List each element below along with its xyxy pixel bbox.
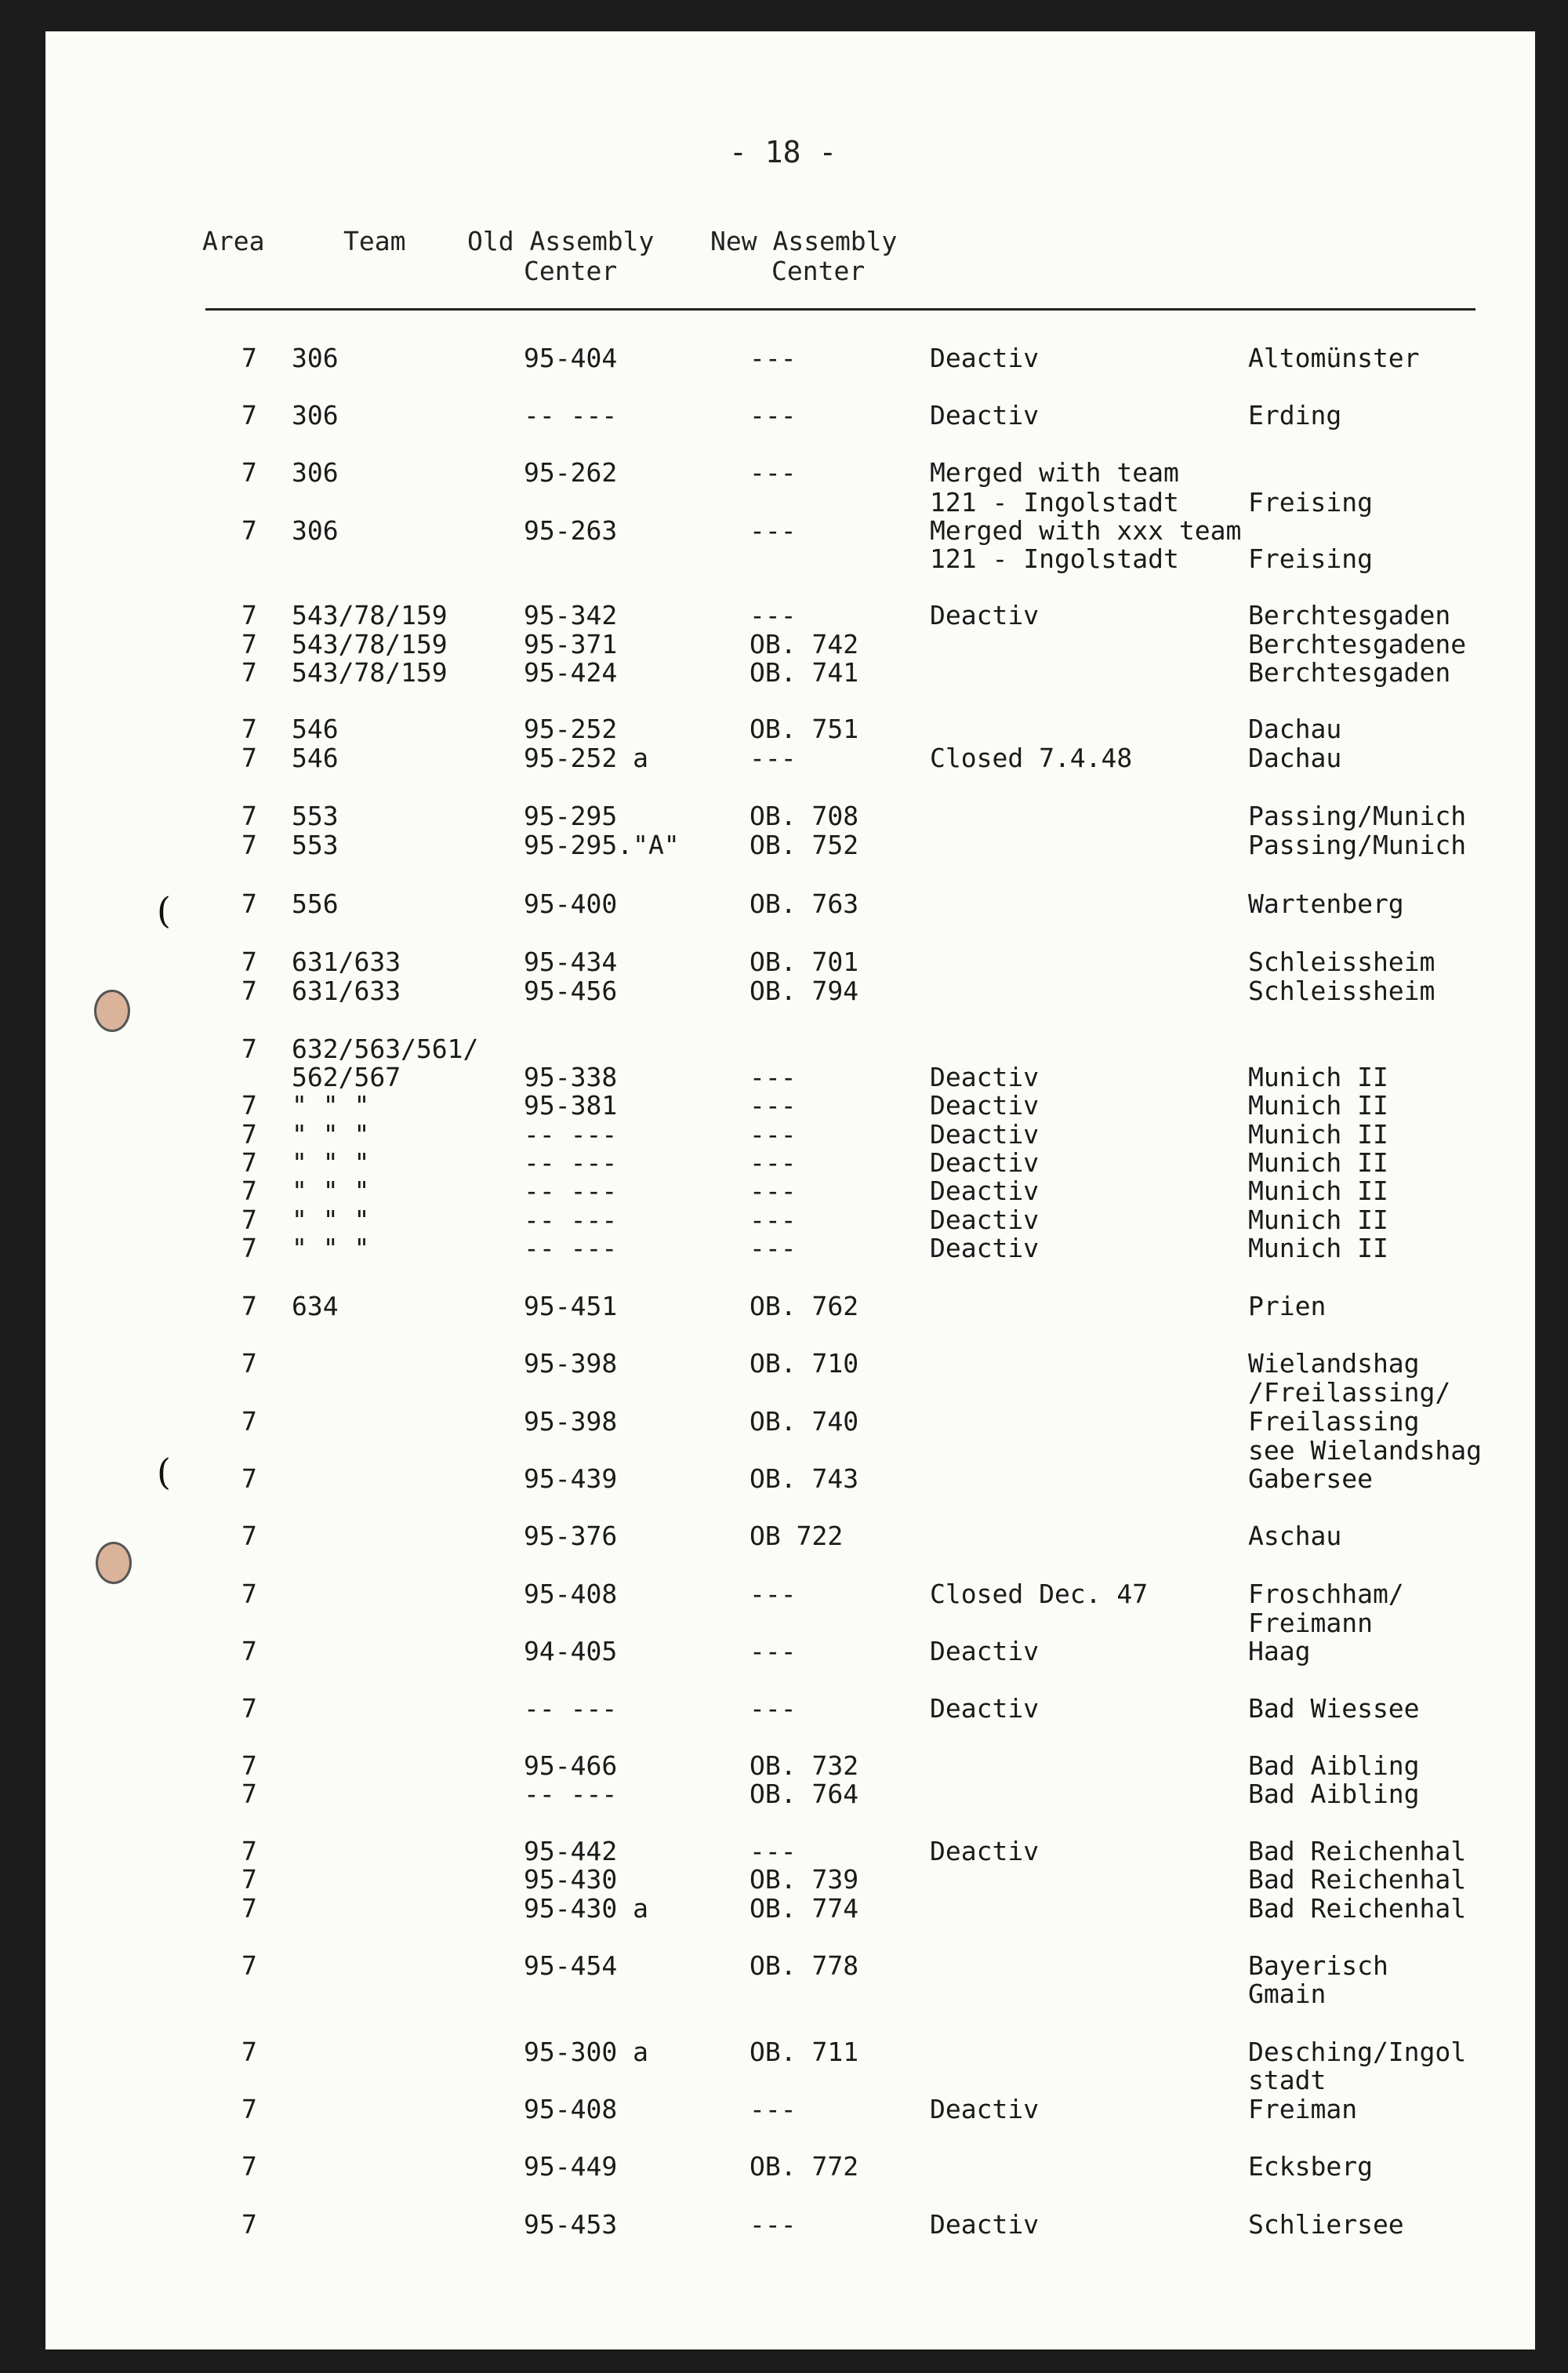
cell-old: 95-262: [524, 457, 618, 488]
cell-location: Berchtesgaden: [1248, 600, 1451, 630]
punch-hole: [96, 1542, 132, 1584]
cell-old: -- ---: [524, 1119, 618, 1150]
cell-status: 121 - Ingolstadt: [930, 487, 1179, 518]
cell-status: Deactiv: [930, 1693, 1040, 1724]
cell-status: Deactiv: [930, 343, 1040, 373]
cell-location: Bad Reichenhal: [1248, 1836, 1467, 1866]
cell-status: Deactiv: [930, 1636, 1040, 1666]
cell-new: OB. 794: [750, 976, 859, 1006]
header-area: Area: [202, 226, 265, 256]
cell-location: Desching/Ingol: [1248, 2037, 1467, 2067]
cell-area: 7: [241, 714, 257, 744]
cell-new: ---: [750, 515, 797, 546]
header-new-assembly-line2: Center: [771, 256, 866, 286]
cell-area: 7: [241, 1119, 257, 1150]
cell-team: 543/78/159: [292, 629, 448, 660]
cell-area: 7: [241, 1176, 257, 1206]
cell-old: 95-454: [524, 1950, 618, 1981]
cell-area: 7: [241, 1090, 257, 1121]
cell-location: Freimann: [1248, 1608, 1373, 1638]
cell-location: Passing/Munich: [1248, 801, 1467, 831]
cell-area: 7: [241, 1864, 257, 1895]
cell-new: OB. 762: [750, 1291, 859, 1321]
cell-area: 7: [241, 343, 257, 373]
cell-location: Munich II: [1248, 1233, 1388, 1263]
cell-new: ---: [750, 400, 797, 431]
cell-old: 95-466: [524, 1750, 618, 1781]
cell-area: 7: [241, 657, 257, 688]
cell-status: Deactiv: [930, 1233, 1040, 1263]
cell-old: 95-439: [524, 1463, 618, 1494]
cell-location: Gabersee: [1248, 1463, 1373, 1494]
cell-new: OB. 708: [750, 801, 859, 831]
cell-location: Wielandshag: [1248, 1348, 1420, 1379]
cell-area: 7: [241, 457, 257, 488]
cell-area: 7: [241, 1636, 257, 1666]
cell-status: Deactiv: [930, 2209, 1040, 2240]
cell-area: 7: [241, 2094, 257, 2124]
cell-location: /Freilassing/: [1248, 1377, 1451, 1408]
cell-new: OB. 752: [750, 830, 859, 860]
cell-team: 306: [292, 515, 339, 546]
cell-new: ---: [750, 1233, 797, 1263]
cell-old: 95-342: [524, 600, 618, 630]
cell-location: see Wielandshag: [1248, 1435, 1483, 1466]
cell-old: 95-371: [524, 629, 618, 660]
cell-area: 7: [241, 1579, 257, 1609]
cell-old: -- ---: [524, 1147, 618, 1178]
cell-status: Merged with team: [930, 457, 1179, 488]
cell-new: ---: [750, 1147, 797, 1178]
cell-location: Bad Wiessee: [1248, 1693, 1420, 1724]
cell-old: 95-442: [524, 1836, 618, 1866]
cell-area: 7: [241, 1348, 257, 1379]
cell-status: Deactiv: [930, 1205, 1040, 1235]
cell-area: 7: [241, 515, 257, 546]
cell-location: Schleissheim: [1248, 976, 1436, 1006]
cell-old: 94-405: [524, 1636, 618, 1666]
cell-new: OB. 763: [750, 889, 859, 919]
header-old-assembly-line2: Center: [524, 256, 618, 286]
cell-area: 7: [241, 1034, 257, 1064]
cell-team: " " ": [292, 1205, 370, 1235]
cell-location: Altomünster: [1248, 343, 1420, 373]
cell-location: Aschau: [1248, 1521, 1342, 1551]
cell-old: 95-434: [524, 947, 618, 977]
cell-new: OB. 772: [750, 2151, 859, 2182]
cell-new: ---: [750, 743, 797, 773]
cell-new: ---: [750, 1062, 797, 1092]
cell-area: 7: [241, 1693, 257, 1724]
cell-new: ---: [750, 1205, 797, 1235]
cell-new: ---: [750, 1693, 797, 1724]
cell-team: " " ": [292, 1176, 370, 1206]
cell-area: 7: [241, 1147, 257, 1178]
cell-team: 562/567: [292, 1062, 401, 1092]
cell-team: 546: [292, 743, 339, 773]
cell-old: 95-453: [524, 2209, 618, 2240]
cell-new: ---: [750, 457, 797, 488]
cell-location: Munich II: [1248, 1205, 1388, 1235]
cell-new: OB. 739: [750, 1864, 859, 1895]
cell-new: OB. 778: [750, 1950, 859, 1981]
cell-status: Deactiv: [930, 400, 1040, 431]
cell-area: 7: [241, 1233, 257, 1263]
cell-status: Deactiv: [930, 1147, 1040, 1178]
cell-new: OB. 740: [750, 1406, 859, 1437]
cell-location: Freilassing: [1248, 1406, 1420, 1437]
cell-new: ---: [750, 2209, 797, 2240]
cell-team: 553: [292, 801, 339, 831]
cell-location: Dachau: [1248, 743, 1342, 773]
cell-area: 7: [241, 1205, 257, 1235]
cell-location: Bayerisch: [1248, 1950, 1388, 1981]
cell-old: 95-404: [524, 343, 618, 373]
cell-area: 7: [241, 976, 257, 1006]
cell-area: 7: [241, 400, 257, 431]
header-rule: [205, 308, 1475, 311]
cell-new: OB. 751: [750, 714, 859, 744]
cell-status: Closed 7.4.48: [930, 743, 1133, 773]
cell-old: 95-295."A": [524, 830, 680, 860]
cell-team: 556: [292, 889, 339, 919]
cell-status: Deactiv: [930, 1062, 1040, 1092]
cell-new: OB. 710: [750, 1348, 859, 1379]
cell-location: Wartenberg: [1248, 889, 1404, 919]
cell-new: OB. 743: [750, 1463, 859, 1494]
punch-hole: [94, 990, 130, 1032]
cell-old: 95-456: [524, 976, 618, 1006]
cell-location: Passing/Munich: [1248, 830, 1467, 860]
cell-team: 634: [292, 1291, 339, 1321]
binding-mark: (: [157, 889, 171, 932]
cell-new: OB. 732: [750, 1750, 859, 1781]
cell-old: 95-252: [524, 714, 618, 744]
cell-old: 95-430 a: [524, 1893, 648, 1924]
cell-team: 631/633: [292, 976, 401, 1006]
cell-location: Schleissheim: [1248, 947, 1436, 977]
cell-location: Froschham/: [1248, 1579, 1404, 1609]
cell-status: Deactiv: [930, 2094, 1040, 2124]
cell-area: 7: [241, 830, 257, 860]
cell-old: 95-338: [524, 1062, 618, 1092]
cell-new: OB. 741: [750, 657, 859, 688]
cell-status: 121 - Ingolstadt: [930, 543, 1179, 574]
cell-new: OB 722: [750, 1521, 844, 1551]
cell-location: Bad Aibling: [1248, 1779, 1420, 1809]
cell-status: Deactiv: [930, 1090, 1040, 1121]
cell-new: ---: [750, 1836, 797, 1866]
cell-new: ---: [750, 1119, 797, 1150]
cell-new: OB. 701: [750, 947, 859, 977]
cell-old: 95-263: [524, 515, 618, 546]
cell-status: Deactiv: [930, 1119, 1040, 1150]
cell-old: 95-381: [524, 1090, 618, 1121]
cell-area: 7: [241, 1521, 257, 1551]
cell-team: 632/563/561/: [292, 1034, 479, 1064]
cell-status: Merged with xxx team: [930, 515, 1242, 546]
cell-new: OB. 742: [750, 629, 859, 660]
cell-area: 7: [241, 743, 257, 773]
cell-location: Schliersee: [1248, 2209, 1404, 2240]
cell-old: 95-252 a: [524, 743, 648, 773]
cell-old: -- ---: [524, 400, 618, 431]
cell-area: 7: [241, 1779, 257, 1809]
cell-team: 553: [292, 830, 339, 860]
cell-area: 7: [241, 889, 257, 919]
cell-location: Munich II: [1248, 1119, 1388, 1150]
cell-location: Munich II: [1248, 1176, 1388, 1206]
cell-location: Bad Reichenhal: [1248, 1893, 1467, 1924]
cell-location: Freising: [1248, 543, 1373, 574]
cell-new: ---: [750, 1579, 797, 1609]
cell-location: Berchtesgaden: [1248, 657, 1451, 688]
cell-old: 95-424: [524, 657, 618, 688]
cell-new: OB. 774: [750, 1893, 859, 1924]
cell-old: -- ---: [524, 1233, 618, 1263]
cell-location: Bad Reichenhal: [1248, 1864, 1467, 1895]
cell-location: Munich II: [1248, 1147, 1388, 1178]
cell-old: 95-398: [524, 1406, 618, 1437]
cell-location: Bad Aibling: [1248, 1750, 1420, 1781]
cell-new: ---: [750, 600, 797, 630]
cell-team: " " ": [292, 1233, 370, 1263]
cell-old: -- ---: [524, 1176, 618, 1206]
cell-area: 7: [241, 1291, 257, 1321]
cell-new: ---: [750, 1176, 797, 1206]
cell-new: ---: [750, 2094, 797, 2124]
cell-team: " " ": [292, 1119, 370, 1150]
cell-team: " " ": [292, 1090, 370, 1121]
cell-area: 7: [241, 1950, 257, 1981]
cell-old: -- ---: [524, 1693, 618, 1724]
cell-location: Erding: [1248, 400, 1342, 431]
cell-area: 7: [241, 1836, 257, 1866]
cell-area: 7: [241, 947, 257, 977]
cell-new: OB. 764: [750, 1779, 859, 1809]
cell-team: 306: [292, 400, 339, 431]
cell-location: Prien: [1248, 1291, 1327, 1321]
cell-area: 7: [241, 2037, 257, 2067]
cell-new: OB. 711: [750, 2037, 859, 2067]
cell-area: 7: [241, 1406, 257, 1437]
cell-old: 95-295: [524, 801, 618, 831]
cell-area: 7: [241, 1463, 257, 1494]
cell-team: 543/78/159: [292, 657, 448, 688]
header-team: Team: [343, 226, 406, 256]
cell-old: 95-376: [524, 1521, 618, 1551]
cell-location: Dachau: [1248, 714, 1342, 744]
cell-old: 95-408: [524, 1579, 618, 1609]
cell-status: Deactiv: [930, 1176, 1040, 1206]
cell-team: 631/633: [292, 947, 401, 977]
cell-old: 95-398: [524, 1348, 618, 1379]
cell-location: stadt: [1248, 2065, 1327, 2095]
cell-team: " " ": [292, 1147, 370, 1178]
cell-old: 95-449: [524, 2151, 618, 2182]
cell-location: Munich II: [1248, 1062, 1388, 1092]
cell-location: Haag: [1248, 1636, 1311, 1666]
cell-old: 95-408: [524, 2094, 618, 2124]
cell-team: 306: [292, 343, 339, 373]
cell-location: Berchtesgadene: [1248, 629, 1467, 660]
binding-mark: (: [157, 1451, 171, 1493]
cell-team: 306: [292, 457, 339, 488]
cell-new: ---: [750, 1636, 797, 1666]
cell-old: 95-430: [524, 1864, 618, 1895]
cell-location: Gmain: [1248, 1979, 1327, 2009]
cell-new: ---: [750, 343, 797, 373]
page-number: - 18 -: [729, 135, 837, 169]
cell-area: 7: [241, 1750, 257, 1781]
cell-old: 95-300 a: [524, 2037, 648, 2067]
cell-status: Closed Dec. 47: [930, 1579, 1149, 1609]
cell-team: 543/78/159: [292, 600, 448, 630]
cell-location: Freiman: [1248, 2094, 1358, 2124]
cell-old: 95-400: [524, 889, 618, 919]
cell-status: Deactiv: [930, 600, 1040, 630]
cell-area: 7: [241, 801, 257, 831]
header-new-assembly-line1: New Assembly: [710, 226, 898, 256]
cell-old: 95-451: [524, 1291, 618, 1321]
cell-status: Deactiv: [930, 1836, 1040, 1866]
cell-area: 7: [241, 600, 257, 630]
cell-old: -- ---: [524, 1205, 618, 1235]
cell-area: 7: [241, 2209, 257, 2240]
cell-area: 7: [241, 2151, 257, 2182]
cell-location: Freising: [1248, 487, 1373, 518]
cell-team: 546: [292, 714, 339, 744]
cell-location: Ecksberg: [1248, 2151, 1373, 2182]
cell-location: Munich II: [1248, 1090, 1388, 1121]
cell-area: 7: [241, 1893, 257, 1924]
cell-area: 7: [241, 629, 257, 660]
cell-new: ---: [750, 1090, 797, 1121]
header-old-assembly-line1: Old Assembly: [467, 226, 655, 256]
cell-old: -- ---: [524, 1779, 618, 1809]
